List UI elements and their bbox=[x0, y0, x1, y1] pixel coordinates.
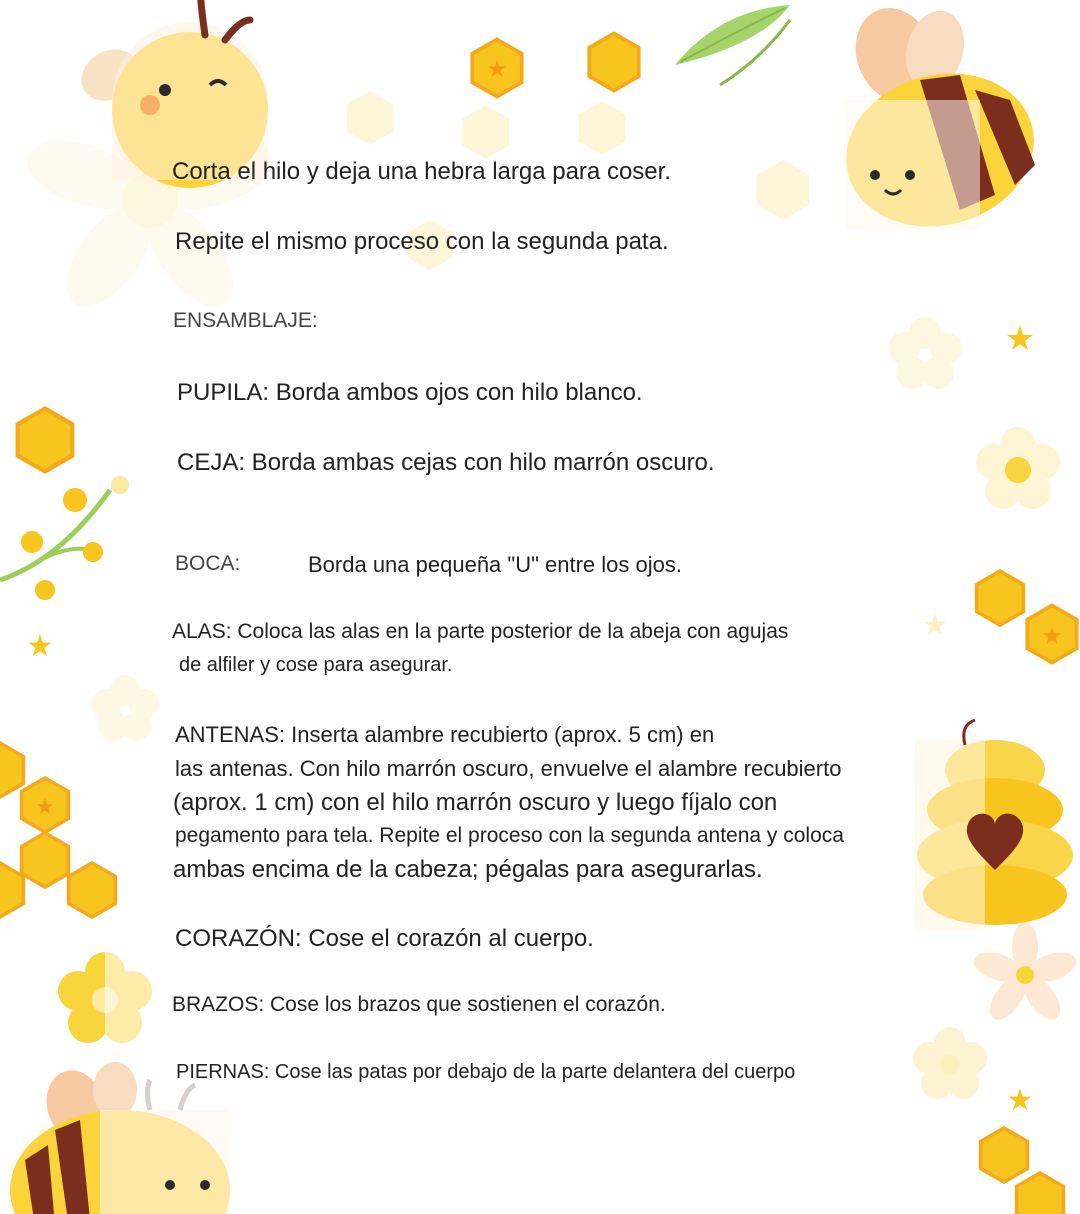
flower-icon bbox=[970, 922, 1080, 1026]
instruction-wings bbox=[172, 620, 788, 644]
mouth-label: BOCA: bbox=[175, 552, 241, 575]
star-icon: ★ bbox=[26, 629, 54, 664]
instruction-repeat-leg: Repite el mismo proceso con la segunda pata. bbox=[175, 228, 669, 255]
assembly-heading: ENSAMBLAJE: bbox=[173, 309, 318, 332]
star-icon: ★ bbox=[486, 55, 508, 83]
honeycomb-icon bbox=[0, 409, 115, 918]
star-icon: ★ bbox=[35, 795, 55, 820]
instruction-mouth: Borda una pequeña "U" entre los ojos. bbox=[308, 552, 682, 577]
instruction-antennae-line: las antenas. Con hilo marrón oscuro, envuelve el alambre recubierto bbox=[175, 756, 842, 781]
flower-icon bbox=[91, 675, 159, 741]
instruction-legs: PIERNAS: Cose las patas por debajo de la parte delantera del cuerpo bbox=[176, 1061, 796, 1083]
instruction-antennae-line: (aprox. 1 cm) con el hilo marrón oscuro y luego fíjalo con bbox=[173, 789, 778, 816]
star-icon: ★ bbox=[1004, 319, 1036, 359]
flower-icon bbox=[888, 317, 962, 389]
flower-icon bbox=[58, 940, 165, 1060]
bee-icon bbox=[10, 1062, 230, 1214]
instruction-eyebrow: CEJA: Borda ambas cejas con hilo marrón oscuro. bbox=[177, 449, 715, 476]
instruction-antennae-line: pegamento para tela. Repite el proceso con la segunda antena y coloca bbox=[175, 824, 844, 847]
instruction-cut-thread: Corta el hilo y deja una hebra larga para coser. bbox=[172, 158, 671, 185]
bee-icon bbox=[829, 0, 1051, 247]
instruction-heart: CORAZÓN: Cose el corazón al cuerpo. bbox=[175, 925, 594, 952]
instruction-antennae-line: ANTENAS: Inserta alambre recubierto (aprox. 5 cm) en bbox=[175, 722, 715, 747]
flower-icon bbox=[0, 476, 129, 600]
beehive-icon bbox=[915, 720, 1073, 930]
instruction-wings-line: ALAS: Coloca las alas en la parte posterior de la abeja con agujas bbox=[172, 620, 789, 643]
flower-icon bbox=[913, 1027, 987, 1099]
leaf-icon bbox=[675, 5, 790, 85]
instruction-pupil: PUPILA: Borda ambos ojos con hilo blanco. bbox=[177, 379, 643, 406]
instruction-wings-line: de alfiler y cose para asegurar. bbox=[179, 654, 453, 676]
instruction-antennae-line: ambas encima de la cabeza; pégalas para asegurarlas. bbox=[173, 856, 763, 883]
instruction-arms: BRAZOS: Cose los brazos que sostienen el corazón. bbox=[172, 993, 666, 1016]
star-icon: ★ bbox=[1006, 1083, 1034, 1118]
flower-icon bbox=[976, 427, 1060, 509]
instruction-wings-cont bbox=[179, 654, 453, 677]
star-icon: ★ bbox=[1041, 622, 1063, 650]
star-icon: ★ bbox=[921, 608, 949, 643]
